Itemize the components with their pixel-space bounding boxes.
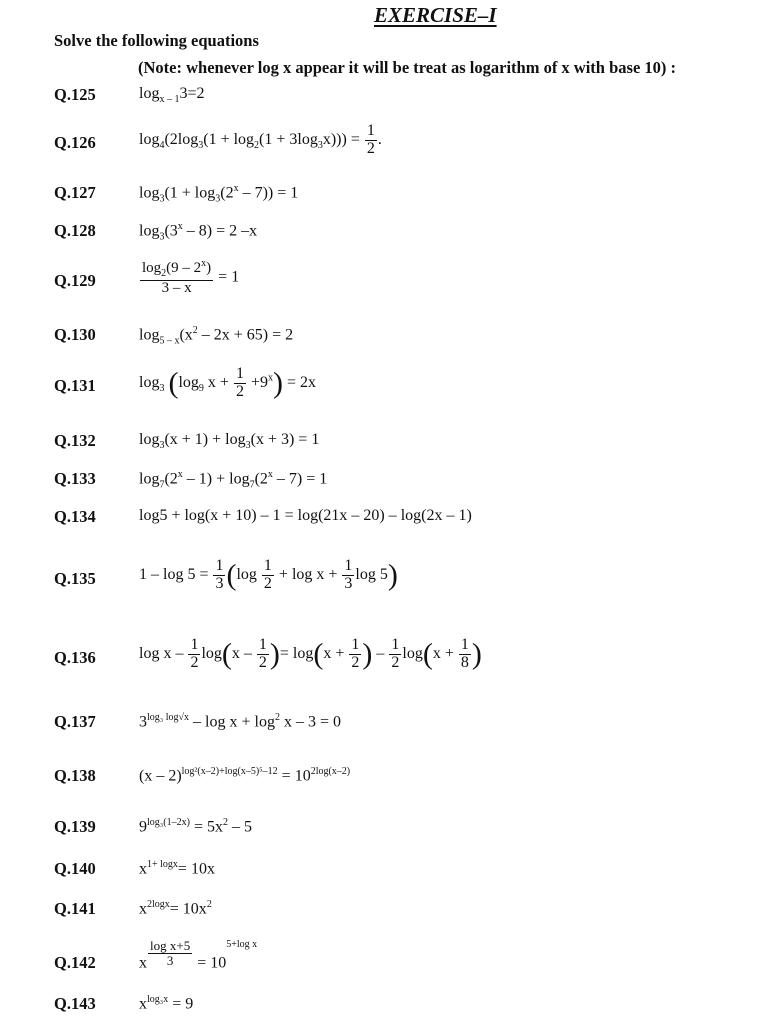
eq-text: – 2x + 65) = 2 (197, 326, 294, 344)
eq-text: 4 (159, 140, 165, 152)
eq-text: – (372, 644, 385, 662)
eq-text: = log (279, 644, 314, 662)
eq-text: 2 (222, 817, 228, 828)
eq-text: 5+log x (226, 939, 258, 950)
question-number: Q.129 (54, 271, 96, 290)
question-row (0, 85, 768, 105)
question-number: Q.141 (54, 899, 96, 918)
eq-text: 2 (192, 325, 198, 336)
eq-text: = 9 (168, 995, 194, 1013)
denominator: 2 (391, 653, 400, 671)
eq-text: x (139, 900, 147, 918)
denominator: 2 (235, 382, 244, 400)
question-number: Q.132 (54, 431, 96, 450)
eq-text: x (233, 183, 239, 194)
eq-text: = 2x (282, 373, 316, 391)
eq-text: log (139, 326, 160, 344)
eq-text: = 10 (277, 767, 311, 785)
eq-text: x (139, 995, 147, 1013)
eq-text: x (139, 954, 147, 972)
eq-text: 3 (159, 193, 165, 205)
eq-text: log (139, 85, 160, 102)
eq-text: log₃ log√x (147, 712, 190, 723)
eq-text: – 7)) = 1 (238, 184, 299, 202)
eq-text: 3 (198, 140, 204, 152)
eq-text: log (201, 644, 222, 662)
question-number: Q.140 (54, 859, 96, 878)
eq-text: 3 (159, 440, 165, 452)
question-number: Q.139 (54, 817, 96, 836)
question-number: Q.130 (54, 325, 96, 344)
eq-text: x + (203, 373, 229, 391)
question-number: Q.131 (54, 376, 96, 395)
eq-text: + log x + (278, 565, 338, 583)
eq-text: 2 (161, 268, 167, 279)
eq-text: log (142, 260, 162, 276)
instruction-text: Solve the following equations (54, 31, 259, 50)
equation: log x – $\frac{1}{2}$ log(x – $\frac{1}{2}$ )= log(x + $\frac{1}{2}$ ) – $\frac{1}{2}$ log(x + $\frac{1}{8}$ ) (139, 636, 482, 671)
numerator: 1 (391, 636, 400, 653)
note-text: (Note: whenever log x appear it will be treat as logarithm of x with base 10) : (138, 58, 677, 77)
eq-text: – 5 (227, 818, 252, 836)
eq-text: = 1 (214, 268, 240, 286)
eq-text: x (267, 469, 273, 480)
question-number: Q.135 (54, 569, 96, 588)
numerator: 1 (263, 557, 272, 574)
denominator: 2 (190, 653, 199, 671)
eq-text: x + (323, 644, 345, 662)
eq-text: 2 (254, 140, 260, 152)
denominator: 2 (351, 653, 360, 671)
question-number: Q.127 (54, 183, 96, 202)
denominator: 2 (258, 653, 267, 671)
denominator: 2 (366, 139, 375, 157)
eq-text: 3 (215, 193, 221, 205)
question-row (0, 817, 768, 837)
eq-text: (2 (254, 470, 268, 488)
fraction (188, 637, 200, 672)
denominator: 3 (344, 574, 353, 592)
eq-text: 2 (206, 899, 212, 910)
fraction (389, 637, 401, 672)
question-row (0, 712, 768, 732)
numerator: 1 (344, 557, 353, 574)
question-number: Q.134 (54, 507, 96, 526)
question-number: Q.126 (54, 133, 96, 152)
question-number: Q.136 (54, 648, 96, 667)
eq-text: log₃(1–2x) (147, 817, 190, 828)
eq-text: 9 (198, 383, 204, 395)
numerator: log x+5 (150, 938, 191, 953)
equation (139, 469, 327, 491)
eq-text: 1+ logx (147, 859, 178, 870)
eq-text: = 10 (193, 954, 227, 972)
eq-text: 5 – x (159, 335, 180, 347)
question-number: Q.143 (54, 994, 96, 1013)
eq-text: +9 (246, 373, 268, 391)
equation (139, 183, 298, 205)
eq-text: (x + 1) + log (164, 431, 246, 448)
eq-text: x – (231, 644, 252, 662)
question-row (0, 431, 768, 451)
eq-text: – 7) = 1 (272, 470, 328, 488)
equation: log5 + log(x + 10) – 1 = log(21x – 20) – log(2x – 1) (139, 507, 472, 524)
equation (139, 939, 257, 972)
eq-text: 3 (317, 140, 323, 152)
eq-text: (1 + log (203, 130, 255, 148)
question-row (0, 325, 768, 345)
fraction (459, 637, 471, 672)
eq-text: x – 3 = 0 (279, 713, 341, 731)
eq-text: = 10x (169, 900, 207, 918)
question-number: Q.125 (54, 85, 96, 104)
eq-text: 9 (139, 818, 147, 836)
equation (139, 994, 193, 1013)
eq-text: = 10x (177, 860, 215, 878)
question-row (0, 636, 768, 671)
numerator: 1 (366, 122, 375, 139)
question-row (0, 507, 768, 527)
eq-text: 3 (179, 85, 188, 102)
eq-text: log (139, 470, 160, 488)
fraction (365, 123, 377, 158)
eq-text: x (267, 372, 273, 384)
fraction (234, 366, 246, 401)
eq-text: 2logx (147, 899, 170, 910)
question-number: Q.133 (54, 469, 96, 488)
question-row (0, 859, 768, 879)
eq-text: = 5x (189, 818, 223, 836)
eq-text: – log x + log (189, 713, 275, 731)
question-row (0, 766, 768, 786)
fraction (148, 939, 192, 967)
eq-text: (1 + 3log (259, 130, 318, 148)
equation (139, 899, 212, 918)
fraction (140, 259, 213, 296)
eq-text: log₃x (147, 994, 169, 1005)
question-number: Q.128 (54, 221, 96, 240)
numerator: 1 (351, 636, 360, 653)
question-number: Q.138 (54, 766, 96, 785)
eq-text: (x + 3) = 1 (250, 431, 320, 448)
equation (139, 325, 293, 347)
eq-text: (2 (164, 470, 178, 488)
question-row (0, 938, 768, 973)
eq-text: log (139, 431, 160, 448)
eq-text: log x – (139, 644, 184, 662)
exercise-title: EXERCISE–I (374, 3, 497, 27)
eq-text: (3 (164, 222, 178, 240)
question-row (0, 258, 768, 296)
equation: 1 – log 5 = $\frac{1}{3}$ (log $\frac{1}{2}$ + log x + $\frac{1}{3}$ log 5) (139, 557, 398, 592)
numerator: $\log_2(9 - 2^x)$ (142, 258, 212, 279)
eq-text: log²(x–2)+log(x–5)⁵–12 (181, 766, 278, 777)
eq-text: x (139, 860, 147, 878)
question-row (0, 469, 768, 489)
eq-text: x))) = (322, 130, 360, 148)
fraction (262, 558, 274, 593)
question-row (0, 994, 768, 1014)
eq-text: 3 (245, 440, 251, 452)
eq-text: log (139, 373, 160, 391)
eq-text: x + (432, 644, 454, 662)
eq-text: – 8) = 2 –x (182, 222, 258, 240)
eq-text: log (139, 130, 160, 148)
equation (139, 712, 341, 731)
denominator: 3 – x (161, 279, 192, 296)
equation (139, 766, 350, 785)
eq-text: 3 (139, 713, 147, 731)
eq-text: log (139, 222, 160, 240)
numerator: 1 (258, 636, 267, 653)
equation (139, 817, 252, 836)
eq-text: (x – 2) (139, 767, 182, 785)
fraction (342, 558, 354, 593)
equation: $\log_3 (\log_9$ x + $\frac{1}{2}$ $+9^x) = 2x$ (139, 365, 316, 400)
eq-text: x – 1 (159, 94, 180, 106)
denominator: 3 (215, 574, 224, 592)
eq-text: 2 (196, 85, 205, 102)
eq-text: 2log(x–2) (310, 766, 351, 777)
eq-text: 7 (249, 479, 255, 491)
eq-text: (2log (164, 130, 199, 148)
question-number: Q.137 (54, 712, 96, 731)
equation (139, 431, 319, 451)
eq-text: = (187, 85, 197, 102)
eq-text: 1 – log 5 = (139, 565, 209, 583)
eq-text: x (177, 221, 183, 232)
eq-text: (9 – 2 (166, 260, 202, 276)
equation (139, 85, 204, 105)
equation (139, 259, 239, 296)
eq-text: log (402, 644, 423, 662)
denominator: 2 (263, 574, 272, 592)
eq-text: (1 + log (164, 184, 216, 202)
equation: $\log_4(2\log_3(1 + \log_2(1 + 3\log_3x)))$ = $\frac{1}{2}$ . (139, 122, 382, 157)
question-row (0, 221, 768, 241)
equation (139, 221, 257, 243)
question-row (0, 899, 768, 919)
question-row (0, 122, 768, 157)
fraction (213, 558, 225, 593)
denominator: 3 (166, 952, 174, 968)
eq-text: – 1) + log (182, 470, 250, 488)
eq-text: x (201, 258, 207, 269)
eq-text: log (139, 184, 160, 202)
fraction (349, 637, 361, 672)
eq-text: 2 (274, 712, 280, 723)
eq-text: log (236, 565, 257, 583)
numerator: 1 (460, 636, 469, 653)
eq-text: (x (179, 326, 193, 344)
eq-text: log 5 (355, 565, 388, 583)
question-row (0, 557, 768, 592)
question-number: Q.142 (54, 953, 96, 972)
eq-text: x (177, 469, 183, 480)
eq-text: 3 (159, 383, 165, 395)
fraction (257, 637, 269, 672)
question-row (0, 365, 768, 400)
numerator: 1 (215, 557, 224, 574)
eq-text: 7 (159, 479, 165, 491)
equation (139, 859, 215, 878)
question-row (0, 183, 768, 203)
denominator: 8 (460, 653, 469, 671)
eq-text: 3 (159, 231, 165, 243)
eq-text: (2 (220, 184, 234, 202)
numerator: 1 (235, 365, 244, 382)
eq-text: log (178, 373, 199, 391)
numerator: 1 (190, 636, 199, 653)
